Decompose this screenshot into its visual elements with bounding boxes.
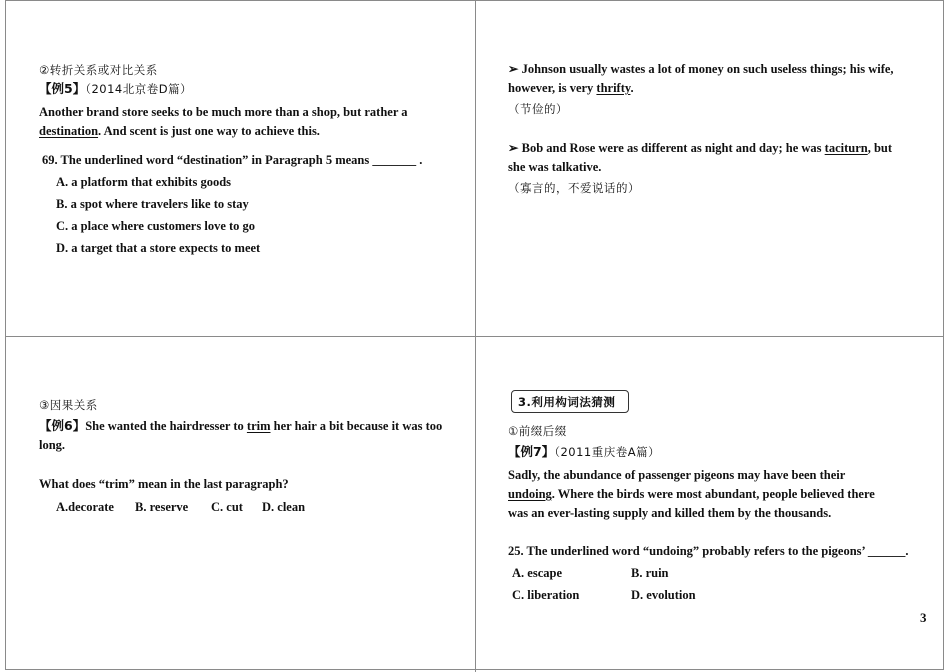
gloss: （寡言的，不爱说话的） xyxy=(508,181,640,195)
underlined-word: taciturn xyxy=(824,141,868,155)
example-sentence: 【例6】She wanted the hairdresser to trim her hair a bit because it was too xyxy=(39,418,443,433)
example-label: 【例5】 xyxy=(39,81,86,96)
answer-option: A. escape xyxy=(512,566,562,580)
answer-option: C. liberation xyxy=(512,588,580,602)
answer-option: D. clean xyxy=(262,500,306,514)
example-label-row xyxy=(39,81,192,97)
underlined-word: thrifty xyxy=(596,81,631,95)
gloss: （节俭的） xyxy=(508,102,568,116)
horizontal-divider xyxy=(5,336,944,337)
example-label: 【例6】 xyxy=(39,418,86,433)
page-number: 3 xyxy=(920,610,927,625)
example-sentence-line: long. xyxy=(39,438,66,452)
example-source: （2011重庆卷A篇） xyxy=(554,445,661,459)
answer-option: B. a spot where travelers like to stay xyxy=(56,197,249,211)
passage-line: Sadly, the abundance of passenger pigeons may have been their xyxy=(508,468,846,482)
section-heading: ①前缀后缀 xyxy=(508,424,567,438)
answer-option: C. cut xyxy=(211,500,243,514)
answer-option: C. a place where customers love to go xyxy=(56,219,256,233)
example-label: 【例7】 xyxy=(508,444,555,459)
answer-option: A.decorate xyxy=(56,500,114,514)
section-heading: ③因果关系 xyxy=(39,398,98,412)
underlined-word: undoing xyxy=(508,487,552,501)
example-sentence: ➢ Bob and Rose were as different as night and day; he was taciturn, but xyxy=(508,141,893,155)
answer-option: A. a platform that exhibits goods xyxy=(56,175,232,189)
question-text: 25. The underlined word “undoing” probably refers to the pigeons’ ______. xyxy=(508,544,909,558)
section-title: 3.利用构词法猜测 xyxy=(518,395,616,409)
passage-line: Another brand store seeks to be much more than a shop, but rather a xyxy=(39,105,408,119)
passage-line: was an ever-lasting supply and killed them by the thousands. xyxy=(508,506,832,520)
example-source: （2014北京卷D篇） xyxy=(85,82,193,96)
bullet-icon: ➢ xyxy=(508,141,519,155)
underlined-word: trim xyxy=(246,419,271,433)
question-text: 69. The underlined word “destination” in Paragraph 5 means _______ . xyxy=(42,153,423,167)
bullet-icon: ➢ xyxy=(508,62,519,76)
answer-option: B. ruin xyxy=(631,566,669,580)
example-sentence-line: she was talkative. xyxy=(508,160,602,174)
underlined-word: destination xyxy=(39,124,99,138)
answer-option: D. a target that a store expects to meet xyxy=(56,241,261,255)
question-text: What does “trim” mean in the last paragraph? xyxy=(39,477,289,491)
answer-option: D. evolution xyxy=(631,588,696,602)
passage-line: destination. And scent is just one way to achieve this. xyxy=(39,124,320,138)
section-heading: ②转折关系或对比关系 xyxy=(39,63,158,77)
passage-line: undoing. Where the birds were most abundant, people believed there xyxy=(508,487,875,501)
example-sentence: ➢ Johnson usually wastes a lot of money on such useless things; his wife, xyxy=(508,62,894,76)
example-sentence-line: however, is very thrifty. xyxy=(508,81,634,95)
answer-option: B. reserve xyxy=(135,500,189,514)
example-label-row xyxy=(508,444,660,460)
